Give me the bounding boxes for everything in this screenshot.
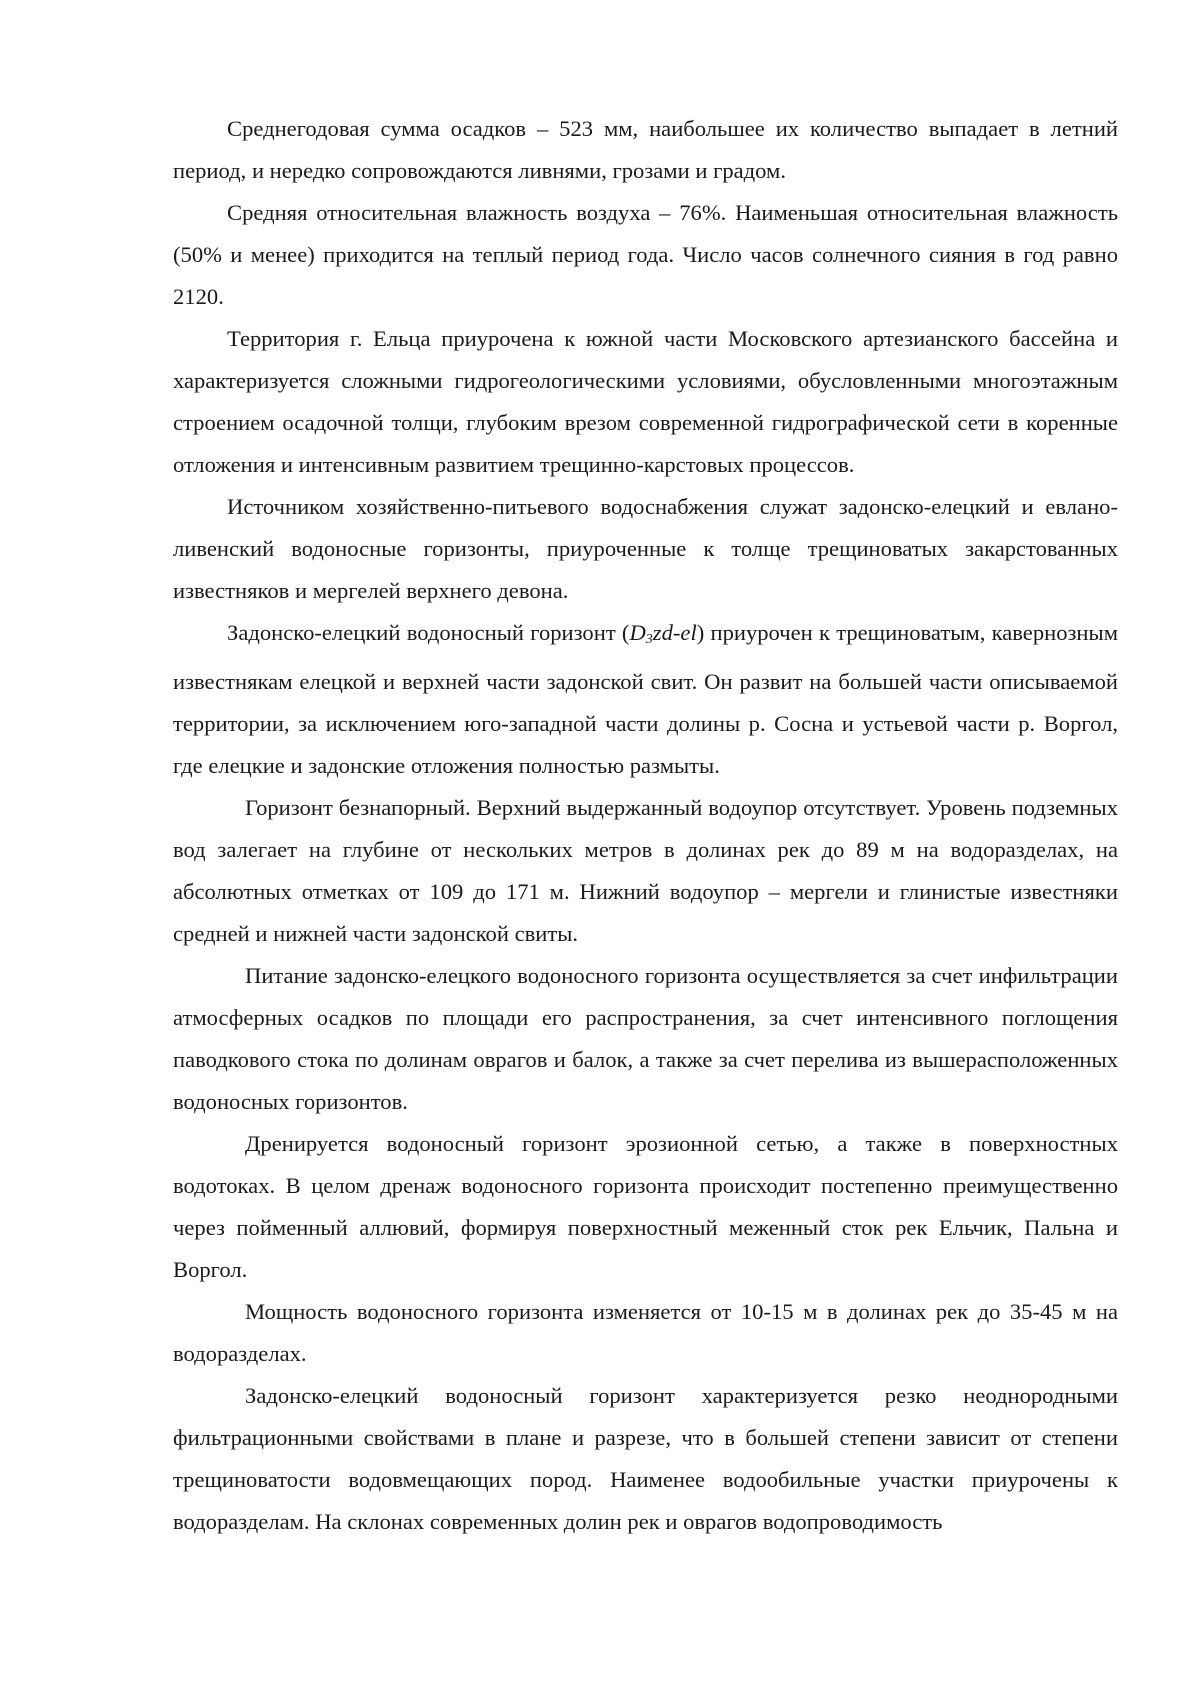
paragraph-humidity: Средняя относительная влажность воздуха – 76%. Наименьшая относительная влажность (50% и менее) приходится на теплый период года. Число часов солнечного сияния в год равно 2120.	[173, 200, 1118, 309]
paragraph-precipitation: Среднегодовая сумма осадков – 523 мм, наибольшее их количество выпадает в летний период, и нередко сопровождаются ливнями, грозами и градом.	[173, 116, 1118, 183]
paragraph-aquifer-description	[173, 612, 1118, 787]
aquifer-text-after: ) приурочен к трещиноватым, кавернозным известнякам елецкой и верхней части задонской свит. Он развит на большей части описываемой территории, за исключением юго-западной части долины р. Сосна и устьевой части р. Воргол, где елецкие и задонские отложения полностью размыты.	[173, 620, 1118, 778]
formula-subscript: 3	[645, 632, 653, 647]
formula-rest: zd-el	[652, 620, 697, 645]
paragraph-water-supply: Источником хозяйственно-питьевого водоснабжения служат задонско-елецкий и евлано-ливенский водоносные горизонты, приуроченные к толще трещиноватых закарстованных известняков и мергелей верхнего девона.	[173, 494, 1118, 603]
paragraph-territory: Территория г. Ельца приурочена к южной части Московского артезианского бассейна и характеризуется сложными гидрогеологическими условиями, обусловленными многоэтажным строением осадочной толщи, глубоким врезом современной гидрографической сети в коренные отложения и интенсивным развитием трещинно-карстовых процессов.	[173, 326, 1118, 477]
paragraph-thickness: Мощность водоносного горизонта изменяется от 10-15 м в долинах рек до 35-45 м на водоразделах.	[173, 1299, 1118, 1366]
document-page	[173, 108, 1118, 1543]
aquifer-text-before: Задонско-елецкий водоносный горизонт (	[227, 620, 630, 645]
paragraph-filtration: Задонско-елецкий водоносный горизонт характеризуется резко неоднородными фильтрационными свойствами в плане и разрезе, что в большей степени зависит от степени трещиноватости водовмещающих пород. Наименее водообильные участки приурочены к водоразделам. На склонах современных долин рек и оврагов водопроводимость	[173, 1383, 1118, 1534]
paragraph-recharge: Питание задонско-елецкого водоносного горизонта осуществляется за счет инфильтрации атмосферных осадков по площади его распространения, за счет интенсивного поглощения паводкового стока по долинам оврагов и балок, а также за счет перелива из вышерасположенных водоносных горизонтов.	[173, 963, 1118, 1114]
paragraph-water-level: Горизонт безнапорный. Верхний выдержанный водоупор отсутствует. Уровень подземных вод залегает на глубине от нескольких метров в долинах рек до 89 м на водоразделах, на абсолютных отметках от 109 до 171 м. Нижний водоупор – мергели и глинистые известняки средней и нижней части задонской свиты.	[173, 795, 1118, 946]
formula-letter: D	[629, 620, 646, 645]
paragraph-drainage: Дренируется водоносный горизонт эрозионной сетью, а также в поверхностных водотоках. В целом дренаж водоносного горизонта происходит постепенно преимущественно через пойменный аллювий, формируя поверхностный меженный сток рек Ельчик, Пальна и Воргол.	[173, 1131, 1118, 1282]
